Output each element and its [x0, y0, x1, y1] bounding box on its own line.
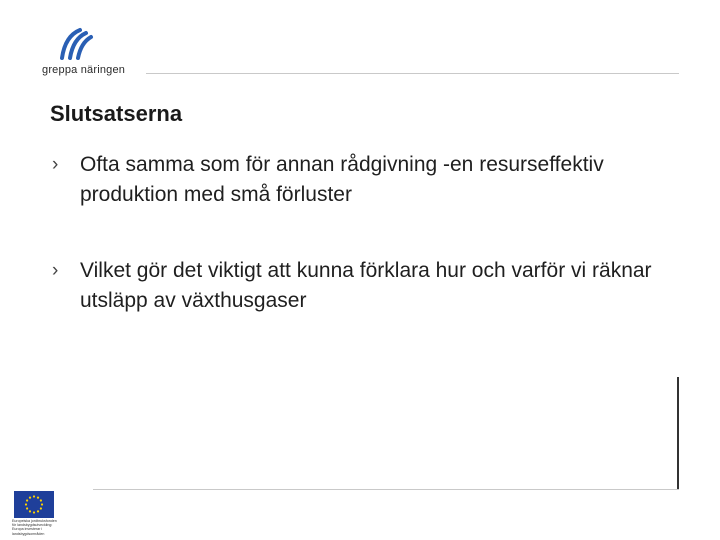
bullet-marker: ›: [52, 260, 59, 281]
slide-title: Slutsatserna: [50, 101, 183, 126]
greppa-arcs-logo-icon: [58, 26, 94, 62]
bullet-text: Vilket gör det viktigt att kunna förklara hur och varför vi räknar utsläpp av växthusgaser: [80, 259, 652, 312]
eu-flag-icon: [14, 491, 54, 518]
greppa-naringen-logo: [40, 26, 150, 78]
side-divider: [677, 377, 679, 490]
footer-divider: [93, 489, 679, 490]
bullet-list: [50, 150, 670, 316]
logo-brand-text: greppa näringen: [42, 64, 126, 76]
bullet-marker: ›: [52, 154, 59, 175]
bullet-item: [50, 256, 670, 316]
bullet-item: [50, 150, 670, 210]
header-divider: [146, 73, 679, 74]
eu-caption: Europeiska jordbruksfonden för landsbygdsutveckling: Europa investerar i landsbygdsområden: [12, 519, 57, 536]
bullet-text: Ofta samma som för annan rådgivning -en resurseffektiv produktion med små förluster: [80, 153, 604, 206]
